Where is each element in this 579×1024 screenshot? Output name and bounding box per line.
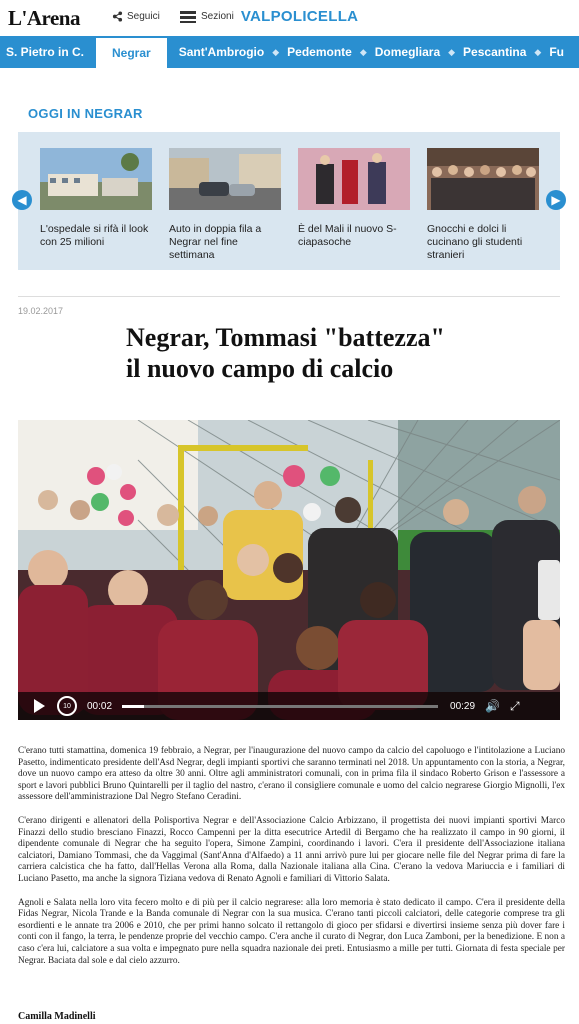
nav-item-sant-ambrogio[interactable]: Sant'Ambrogio — [178, 45, 265, 59]
sections-menu[interactable] — [180, 8, 358, 25]
video-progress-fill — [122, 705, 144, 708]
video-progress-bar[interactable] — [122, 705, 438, 708]
nav-item-pedemonte[interactable]: Pedemonte — [287, 45, 352, 59]
carousel-card[interactable] — [40, 148, 152, 249]
follow-label: Seguici — [127, 11, 160, 22]
card-image-mask — [298, 148, 410, 210]
carousel-prev-arrow-icon[interactable]: ◀ — [12, 190, 32, 210]
hamburger-menu-icon — [180, 11, 196, 23]
carousel-card[interactable] — [298, 148, 410, 249]
section-divider — [18, 296, 560, 297]
replay-10-icon[interactable]: 10 — [57, 696, 77, 716]
card-caption: Auto in doppia fila a Negrar nel fine settimana — [169, 223, 262, 261]
nav-separator: ◆ — [359, 46, 367, 57]
today-carousel — [18, 132, 560, 270]
video-controls — [18, 692, 560, 720]
share-icon — [112, 11, 123, 22]
follow-button[interactable] — [112, 11, 160, 22]
article-paragraph: Agnoli e Salata nella loro vita fecero molto e di più per il calcio negrarese: alla loro memoria è stato dedicato il campo. C'era il presidente della Fidas Negrar, Nicola Trande e la Banda comunale di Negrar con la sua musica. C'erano tanti piccoli calciatori, delle categorie comprese tra gli esordienti e le annate tra 2006 e 2010, che per primi hanno solcato il rettangolo di gioco per sfidarsi e divertirsi insieme senza più dover fare i conti con il fango, la terra, le pendenze proprie del vecchio campo. C'era anche il curato di Negrar, don Luca Zamboni, per la benedizione. E non a caso c'era lui, calciatore a sua volta e impegnato pure nella squadra nazionale dei preti. Entusiasmo a mille per tutti. Giornata di festa speciale per Negrar. Baciata dal sole e dal cielo azzurro. — [18, 897, 565, 966]
carousel-next-arrow-icon[interactable]: ▶ — [546, 190, 566, 210]
section-name: VALPOLICELLA — [240, 8, 359, 25]
card-image-cars — [169, 148, 281, 210]
town-navigation — [0, 36, 579, 68]
carousel-card[interactable] — [427, 148, 539, 262]
video-duration: 00:29 — [450, 700, 476, 712]
today-section-title: OGGI IN NEGRAR — [28, 106, 143, 121]
play-icon[interactable] — [34, 699, 45, 713]
nav-separator: ◆ — [448, 46, 456, 57]
article-title: Negrar, Tommasi "battezza" il nuovo campo di calcio — [126, 323, 445, 384]
article-paragraph: C'erano dirigenti e allenatori della Polisportiva Negrar e dell'Associazione Calcio Arbizzano, il progettista dei nuovi impianti sportivi Marco Finazzi dello studio bresciano Finazzi, Rocco Campenni per la ditta esecutrice Artedil di Bergamo che ha realizzato il campo in 90 giorni, il dipendente comunale di Negrar che ha seguito l'opera, Simone Zampini, coordinando i lavori. C'era il presidente dell'Associazione italiana calciatori, Damiano Tommasi, che da Vaggimal (Sant'Anna d'Alfaedo) a 11 anni arrivò pure lui per giocare nelle file del Negrar prima di fare la carriera calcistica che ha fatto, dall'Hellas Verona alla Roma, dalla Nazionale italiana alla Cina. C'erano la vedova Mariuccia e i familiari di Luciano Pasetto, ma anche la signora Tiziana vedova di Renato Agnoli e familiari di Vittorio Salata. — [18, 815, 565, 884]
article-paragraph: C'erano tutti stamattina, domenica 19 febbraio, a Negrar, per l'inaugurazione del nuovo campo da calcio del capoluogo e l'intitolazione a Luciano Pasetto, indimenticato presidente dell'Asd Negrar, degli impianti sportivi che saranno terminati nel 2018. Un appuntamento con la storia, a Negrar, dove un nuovo campo era atteso da oltre 30 anni. Oltre agli amministratori comunali, con in prima fila il sindaco Roberto Grison e l'assessore a sport e lavori pubblici Bruno Quintarelli per il taglio del nastro, c'erano il consigliere comunale e uomo del calcio negrarese Giorgio Mignolli, l'ex assessore dell'amministrazione Dal Negro Stefano Ceradini. — [18, 746, 565, 803]
fullscreen-icon[interactable]: ⤢ — [510, 698, 520, 713]
site-logo[interactable]: L'Arena — [8, 6, 80, 30]
video-current-time: 00:02 — [87, 700, 113, 712]
nav-item-pescantina[interactable]: Pescantina — [463, 45, 527, 59]
nav-item-fumane[interactable]: Fu — [549, 45, 565, 59]
top-bar — [0, 0, 579, 36]
video-player[interactable] — [18, 420, 560, 720]
article-body — [18, 746, 565, 979]
card-caption: Gnocchi e dolci li cucinano gli studenti stranieri — [427, 223, 523, 261]
card-image-hospital — [40, 148, 152, 210]
article-date: 19.02.2017 — [18, 306, 64, 316]
nav-separator: ◆ — [534, 46, 542, 57]
volume-icon[interactable]: 🔊 — [485, 699, 501, 713]
nav-item-negrar[interactable]: Negrar — [96, 38, 167, 68]
nav-separator: ◆ — [272, 46, 280, 57]
nav-item-san-pietro[interactable]: S. Pietro in C. — [6, 45, 85, 59]
carousel-card[interactable] — [169, 148, 281, 262]
article-author: Camilla Madinelli — [18, 1011, 96, 1022]
sections-label: Sezioni — [201, 11, 234, 22]
video-frame-image — [18, 420, 560, 720]
card-caption: L'ospedale si rifà il look con 25 milioni — [40, 223, 149, 248]
card-image-students — [427, 148, 539, 210]
nav-item-domegliara[interactable]: Domegliara — [374, 45, 441, 59]
card-caption: È del Mali il nuovo S-ciapasoche — [298, 223, 397, 248]
